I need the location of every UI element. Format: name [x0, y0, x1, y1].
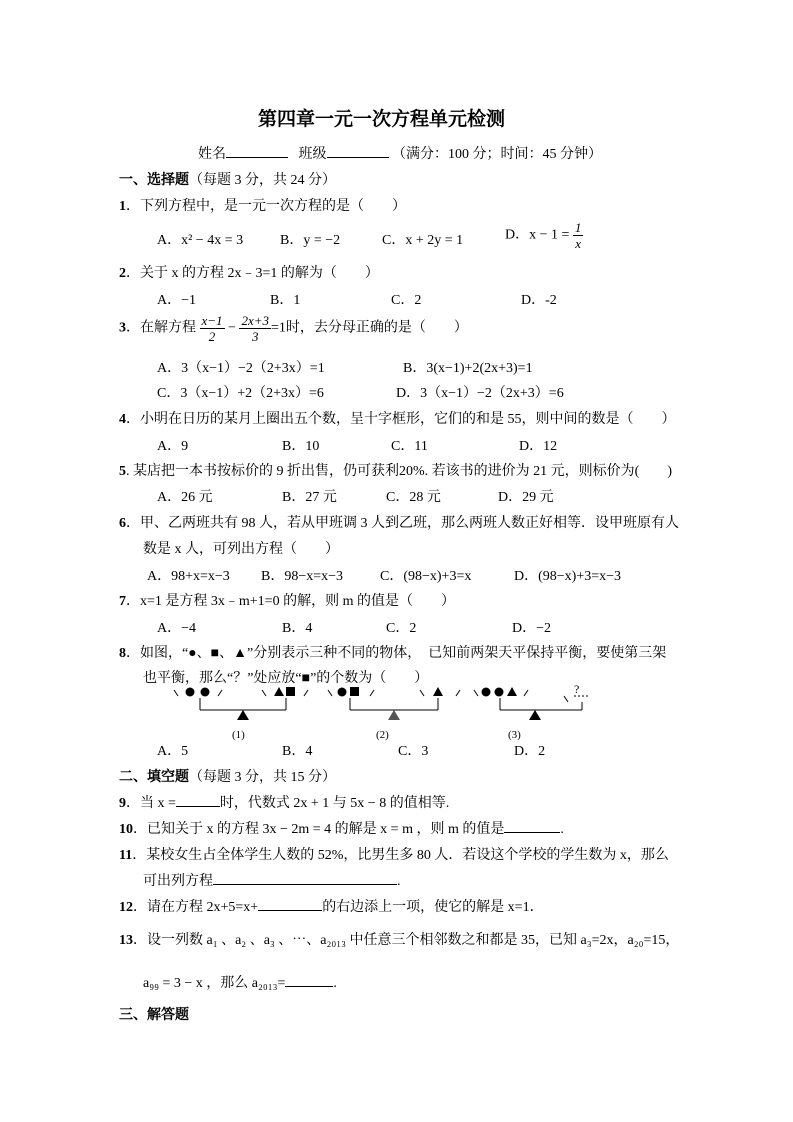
triangle-icon: [507, 687, 517, 696]
question-6: 6．甲、乙两班共有 98 人，若从甲班调 3 人到乙班，那么两班人数正好相等．设甲班原有人: [119, 516, 679, 531]
page-title: 第四章一元一次方程单元检测: [258, 108, 506, 130]
section-3-heading: 三、解答题: [119, 1008, 189, 1023]
q4-option-a: A．9: [157, 439, 189, 454]
question-11: 11．某校女生占全体学生人数的 52%，比男生多 80 人．若设这个学校的学生数为 x，那么: [119, 848, 669, 863]
circle-icon: [201, 688, 210, 697]
question-mark: ?: [574, 684, 580, 696]
square-icon: [350, 687, 359, 696]
question-7: 7．x=1 是方程 3x﹣m+1=0 的解，则 m 的值是（ ）: [119, 594, 455, 609]
balance-figure: [170, 684, 690, 742]
q10-answer-blank[interactable]: [504, 820, 560, 833]
q2-option-b: B．1: [270, 293, 301, 308]
circle-icon: [338, 688, 347, 697]
q6-option-a: A．98+x=x−3: [147, 569, 230, 584]
q6-option-c: C．(98−x)+3=x: [380, 569, 472, 584]
question-5: 5. 某店把一本书按标价的 9 折出售，仍可获利20%. 若该书的进价为 21 元，则标价为( ): [119, 464, 672, 479]
q6-option-d: D．(98−x)+3=x−3: [514, 569, 622, 584]
q8-option-d: D．2: [514, 744, 546, 759]
q8-option-a: A．5: [157, 744, 189, 759]
balance-1-label: (1): [232, 729, 245, 741]
balance-3: [474, 684, 588, 741]
q1-option-c: C．x + 2y = 1: [382, 233, 464, 248]
q2-option-d: D．-2: [521, 293, 557, 308]
q4-option-b: B．10: [282, 439, 320, 454]
question-9: 9．当 x = 时，代数式 2x + 1 与 5x − 8 的值相等.: [119, 796, 450, 811]
q3-option-b: B．3(x−1)+2(2x+3)=1: [403, 361, 533, 376]
q7-option-a: A．−4: [157, 621, 197, 636]
section-1-heading: 一、选择题（每题 3 分，共 24 分）: [119, 173, 336, 188]
question-12: 12．请在方程 2x+5=x+ 的右边添上一项，使它的解是 x=1．: [119, 900, 544, 915]
question-3: 3．在解方程 $\frac{x-1}{2}$ − $\frac{2x+3}{3}$ =1时，去分母正确的是（ ）: [119, 313, 468, 344]
q2-option-a: A．−1: [157, 293, 197, 308]
class-blank[interactable]: [327, 145, 389, 158]
question-10: 10．已知关于 x 的方程 3x − 2m = 4 的解是 x = m ，则 m 的值是 .: [119, 822, 564, 837]
q3-option-c: C．3（x−1）+2（2+3x）=6: [157, 386, 324, 401]
question-1: 1．下列方程中，是一元一次方程的是（ ）: [119, 199, 406, 214]
score-info: （满分：100 分；时间：45 分钟）: [392, 147, 602, 162]
circle-icon: [482, 688, 491, 697]
q7-option-b: B．4: [282, 621, 313, 636]
triangle-icon: [274, 687, 284, 696]
q5-option-c: C．28 元: [386, 490, 441, 505]
balance-2-label: (2): [376, 729, 389, 741]
balance-1: [174, 687, 308, 741]
header-line: [198, 143, 602, 163]
q1-option-d: D．x − 1 = $\frac{1}{x}$: [505, 220, 582, 251]
q4-option-d: D．12: [519, 439, 558, 454]
question-13-line2: a₉₉ = 3 − x ，那么 a₂₀₁₃= .: [143, 976, 337, 991]
name-blank[interactable]: [226, 145, 288, 158]
balance-3-label: (3): [508, 729, 521, 741]
q3-option-d: D．3（x−1）−2（2x+3）=6: [396, 386, 564, 401]
section-2-heading: 二、填空题（每题 3 分，共 15 分）: [119, 770, 336, 785]
question-8-line2: 也平衡，那么“？”处应放“■”的个数为（ ）: [143, 671, 429, 686]
circle-icon: [495, 688, 504, 697]
q11-answer-blank[interactable]: [213, 872, 397, 885]
q5-option-b: B．27 元: [282, 490, 337, 505]
q5-option-d: D．29 元: [498, 490, 554, 505]
question-8: 8．如图，“●、■、▲”分别表示三种不同的物体， 已知前两架天平保持平衡，要使第三架: [119, 646, 667, 661]
q4-option-c: C．11: [391, 439, 428, 454]
q2-option-c: C．2: [391, 293, 422, 308]
name-label: 姓名: [198, 147, 226, 162]
question-13: 13．设一列数 a₁ 、a₂ 、a₃ 、⋯、a₂₀₁₃ 中任意三个相邻数之和都是 35，已知 a₃=2x，a₂₀=15，: [119, 933, 680, 948]
q1-option-a: A．x² − 4x = 3: [157, 233, 244, 248]
question-2: 2．关于 x 的方程 2x﹣3=1 的解为（ ）: [119, 266, 379, 281]
q13-answer-blank[interactable]: [285, 974, 333, 987]
q3-option-a: A．3（x−1）−2（2+3x）=1: [157, 361, 325, 376]
question-11-line2: 可出列方程 .: [143, 874, 401, 889]
q7-option-d: D．−2: [512, 621, 552, 636]
question-4: 4．小明在日历的某月上圈出五个数，呈十字框形，它们的和是 55，则中间的数是（ ）: [119, 412, 676, 427]
triangle-icon: [433, 687, 443, 696]
q7-option-c: C．2: [386, 621, 417, 636]
q8-option-b: B．4: [282, 744, 313, 759]
q5-option-a: A．26 元: [157, 490, 213, 505]
circle-icon: [186, 688, 195, 697]
balance-2: [328, 687, 460, 741]
square-icon: [286, 687, 295, 696]
question-6-line2: 数是 x 人，可列出方程（ ）: [143, 542, 339, 557]
q8-option-c: C．3: [398, 744, 429, 759]
class-label: 班级: [298, 147, 327, 162]
q12-answer-blank[interactable]: [258, 898, 322, 911]
q9-answer-blank[interactable]: [176, 794, 220, 807]
q6-option-b: B．98−x=x−3: [261, 569, 344, 584]
q1-option-b: B．y = −2: [280, 233, 341, 248]
